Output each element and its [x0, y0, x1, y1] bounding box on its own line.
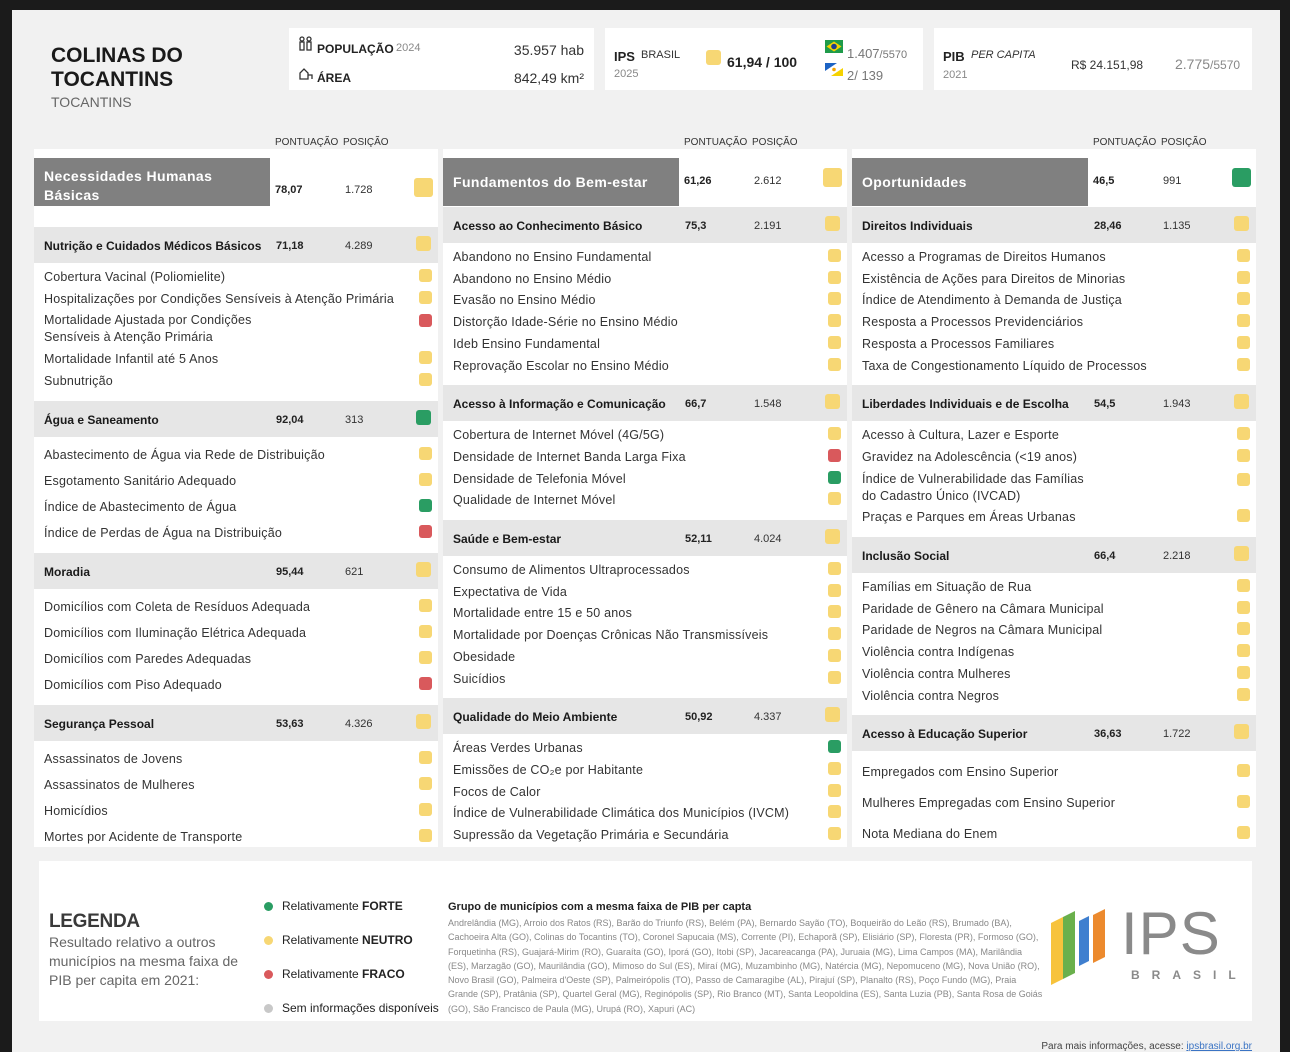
dimension-header [34, 158, 438, 206]
component-score: 95,44 [276, 565, 304, 578]
footer-note: Para mais informações, acesse: ipsbrasil.org.br [1041, 1041, 1252, 1052]
indicator-name: Mortalidade Infantil até 5 Anos [44, 352, 219, 367]
indicator-name: Resposta a Processos Familiares [862, 336, 1055, 351]
indicator-name: Focos de Calor [453, 784, 541, 799]
indicator-name: Densidade de Internet Banda Larga Fixa [453, 449, 686, 464]
indicator-status-indicator [828, 449, 841, 462]
indicator-status-indicator [828, 805, 841, 818]
brazil-flag-icon [825, 40, 843, 58]
indicator-name: Assassinatos de Jovens [44, 751, 183, 766]
indicator-status-indicator [828, 292, 841, 305]
component-position: 4.337 [754, 711, 782, 724]
indicator-status-indicator [1237, 449, 1250, 462]
municipality-state: TOCANTINS [51, 94, 132, 110]
scorecard-sheet [12, 10, 1280, 1052]
indicator-name: Supressão da Vegetação Primária e Secundária [453, 828, 729, 842]
indicator-name: Densidade de Telefonia Móvel [453, 471, 626, 486]
pib-rank: 2.775/5570 [1175, 56, 1241, 72]
col-position-label-2: POSIÇÃO [752, 137, 798, 148]
dimension-panel-fundamentos [443, 149, 847, 847]
component-name: Moradia [44, 564, 91, 579]
indicator-status-indicator [419, 473, 432, 486]
indicator-status-indicator [1237, 314, 1250, 327]
indicator-status-indicator [828, 492, 841, 505]
indicator-status-indicator [828, 627, 841, 640]
dimension-title: Fundamentos do Bem-estar [443, 158, 679, 206]
indicator-status-indicator [1237, 427, 1250, 440]
indicator-status-indicator [419, 373, 432, 386]
indicator-status-indicator [419, 499, 432, 512]
component-position: 313 [345, 413, 364, 426]
component-score: 52,11 [685, 533, 712, 545]
indicator-status-indicator [828, 358, 841, 371]
indicator-name: Taxa de Congestionamento Líquido de Processos [862, 358, 1147, 373]
indicator-name: Empregados com Ensino Superior [862, 765, 1059, 780]
indicator-name: Áreas Verdes Urbanas [453, 741, 583, 756]
component-score: 53,63 [276, 717, 304, 730]
indicator-name: Cobertura de Internet Móvel (4G/5G) [453, 428, 665, 443]
indicator-status-indicator [828, 605, 841, 618]
indicator-name: Famílias em Situação de Rua [862, 580, 1032, 594]
indicator-name: Acesso a Programas de Direitos Humanos [862, 250, 1106, 264]
yellow-dot-icon [264, 936, 273, 945]
pib-box [934, 28, 1252, 90]
indicator-status-indicator [1237, 666, 1250, 679]
component-name: Qualidade do Meio Ambiente [453, 710, 618, 725]
indicator-status-indicator [828, 762, 841, 775]
indicator-name: Distorção Idade-Série no Ensino Médio [453, 315, 678, 330]
component-name: Acesso à Informação e Comunicação [453, 397, 666, 412]
component-position: 2.218 [1163, 550, 1191, 562]
indicator-name: Violência contra Negros [862, 688, 1000, 703]
ips-label: IPS [614, 49, 635, 64]
indicator-name: Emissões de CO₂e por Habitante [453, 762, 644, 777]
indicator-status-indicator [1237, 622, 1250, 635]
component-status-indicator [1234, 724, 1249, 739]
indicator-status-indicator [419, 777, 432, 790]
population-value: 35.957 hab [513, 42, 584, 58]
indicator-status-indicator [828, 427, 841, 440]
component-status-indicator [416, 562, 431, 577]
ips-year: 2025 [614, 68, 639, 80]
col-position-label-3: POSIÇÃO [1161, 137, 1207, 148]
component-status-indicator [1234, 546, 1249, 561]
indicator-name: Mortalidade por Doenças Crônicas Não Transmissíveis [453, 628, 769, 643]
component-status-indicator [416, 714, 431, 729]
indicator-status-indicator [419, 677, 432, 690]
municipality-name: COLINAS DO TOCANTINS [51, 44, 183, 91]
component-score: 92,04 [276, 413, 304, 426]
indicator-status-indicator [1237, 644, 1250, 657]
dimension-score: 61,26 [684, 175, 712, 187]
dimension-score: 78,07 [275, 184, 303, 196]
indicator-status-indicator [419, 803, 432, 816]
component-score: 54,5 [1094, 398, 1116, 411]
component-row [852, 385, 1256, 421]
dimension-header [443, 158, 847, 206]
component-name: Acesso ao Conhecimento Básico [453, 219, 643, 233]
indicator-status-indicator [1237, 579, 1250, 592]
indicator-status-indicator [828, 584, 841, 597]
indicator-status-indicator [1237, 473, 1250, 486]
indicator-status-indicator [419, 351, 432, 364]
indicator-status-indicator [828, 271, 841, 284]
indicator-name: Subnutrição [44, 373, 113, 388]
indicator-name: Domicílios com Iluminação Elétrica Adequada [44, 625, 307, 640]
component-status-indicator [825, 529, 840, 544]
indicator-name: Qualidade de Internet Móvel [453, 493, 616, 508]
ips-score: 61,94 / 100 [727, 54, 798, 70]
component-status-indicator [1234, 394, 1249, 409]
component-name: Inclusão Social [862, 549, 950, 563]
indicator-status-indicator [828, 649, 841, 662]
indicator-status-indicator [419, 829, 432, 842]
component-name: Direitos Individuais [862, 219, 973, 233]
indicator-status-indicator [828, 740, 841, 753]
indicator-status-indicator [828, 336, 841, 349]
indicator-name: Reprovação Escolar no Ensino Médio [453, 358, 669, 373]
indicator-name: Índice de Vulnerabilidade Climática dos Municípios (IVCM) [453, 806, 790, 821]
group-title: Grupo de municípios com a mesma faixa de PIB per capta [448, 901, 752, 913]
ips-score-box [605, 28, 923, 90]
indicator-name: Ideb Ensino Fundamental [453, 336, 601, 351]
component-name: Liberdades Individuais e de Escolha [862, 397, 1069, 412]
component-score: 66,4 [1094, 550, 1116, 562]
component-status-indicator [416, 236, 431, 251]
component-row [34, 553, 438, 589]
indicator-status-indicator [828, 314, 841, 327]
indicator-name: Esgotamento Sanitário Adequado [44, 473, 237, 488]
indicator-status-indicator [828, 249, 841, 262]
component-name: Nutrição e Cuidados Médicos Básicos [44, 239, 262, 253]
indicator-status-indicator [1237, 509, 1250, 522]
component-status-indicator [416, 410, 431, 425]
col-score-label-1: PONTUAÇÃO [275, 137, 339, 148]
indicator-status-indicator [828, 827, 841, 840]
dimension-title: Necessidades Humanas Básicas [34, 158, 270, 206]
component-row [443, 520, 847, 556]
component-score: 66,7 [685, 398, 707, 411]
ips-score-indicator [706, 50, 721, 65]
indicator-name: Mortes por Acidente de Transporte [44, 829, 243, 844]
logo-bars-icon [1049, 899, 1111, 989]
component-position: 1.722 [1163, 728, 1191, 741]
indicator-name: Acesso à Cultura, Lazer e Esporte [862, 428, 1059, 443]
indicator-name: Evasão no Ensino Médio [453, 293, 596, 308]
indicator-status-indicator [1237, 249, 1250, 262]
population-icon [298, 36, 314, 57]
population-year: 2024 [396, 42, 421, 54]
legend-box: LEGENDA Resultado relativo a outros municípios na mesma faixa de PIB per capita em 2021: Relativamente FORTE Relativamente NEUTRO Relativamente FRACO Sem informações disponíveis Grupo de municípios com a mesma faixa de PIB per capta Andrelândia (MG), Arroio dos Ratos (RS), Barão do Triunfo (RS), Belém (PA), Bernardo Sayão (TO), Boqueirão do Leão (RS), Brumado (BA), Cachoeira Alta (GO), Colinas do Tocantins (TO), Coronel Sapucaia (MS), Corrente (PI), Echaporã (SP), Elisiário (SP), Floresta (PR), Formoso (GO), Forquetinha (RS), Guajará-Mirim (RO), Guaraíta (GO), Iporá (GO), Itobi (SP), Jacareacanga (PA), Juruaia (MG), Lima Campos (MA), Marilândia (ES), Marzagão (GO), Maurilândia (GO), Mimoso do Sul (ES), Miraí (MG), Muzambinho (MG), Natércia (MG), Nepomuceno (MG), Nova União (RO), Novo Brasil (GO), Palmeira d'Oeste (SP), Palmeirópolis (TO), Passo de Camaragibe (AL), Pirajuí (SP), Planalto (RS), Poço Fundo (MG), Praia Grande (SP), Pratânia (SP), Quartel Geral (MG), Reginópolis (SP), Rio Branco (MT), Santa Leopoldina (ES), Santa Luzia (PB), Santa Rosa de Goiás (GO), São Francisco de Paula (MG), Urupá (RO), Xapuri (AC) IPS BRASIL [39, 861, 1252, 1021]
component-row [443, 385, 847, 421]
component-position: 1.943 [1163, 398, 1191, 411]
green-dot-icon [264, 902, 273, 911]
indicator-status-indicator [1237, 601, 1250, 614]
indicator-name: Cobertura Vacinal (Poliomielite) [44, 270, 226, 284]
indicator-name: Suicídios [453, 671, 506, 686]
component-name: Água e Saneamento [44, 412, 159, 427]
dimension-score: 46,5 [1093, 175, 1115, 187]
dimension-position: 991 [1163, 175, 1182, 187]
component-score: 71,18 [276, 240, 304, 252]
component-position: 1.135 [1163, 220, 1191, 232]
logo-text: IPS [1121, 900, 1221, 967]
indicator-name: Mulheres Empregadas com Ensino Superior [862, 796, 1116, 811]
area-label: ÁREA [317, 71, 352, 85]
ips-label-brasil: BRASIL [641, 49, 681, 61]
component-status-indicator [1234, 216, 1249, 231]
dimension-panel-necessidades [34, 149, 438, 847]
indicator-name: Domicílios com Coleta de Resíduos Adequada [44, 599, 311, 614]
indicator-status-indicator [1237, 826, 1250, 839]
area-icon [298, 65, 314, 86]
dimension-status-indicator [823, 168, 842, 187]
indicator-status-indicator [419, 525, 432, 538]
component-position: 621 [345, 565, 364, 578]
col-score-label-3: PONTUAÇÃO [1093, 137, 1157, 148]
dimension-status-indicator [414, 178, 433, 197]
indicator-status-indicator [1237, 795, 1250, 808]
ips-brasil-logo [1049, 899, 1249, 989]
indicator-status-indicator [1237, 336, 1250, 349]
indicator-status-indicator [419, 651, 432, 664]
component-name: Segurança Pessoal [44, 716, 155, 731]
component-row [34, 705, 438, 741]
indicator-status-indicator [1237, 358, 1250, 371]
component-row [34, 227, 438, 263]
indicator-name: Índice de Atendimento à Demanda de Justiça [862, 293, 1122, 308]
component-row [443, 698, 847, 734]
dimension-status-indicator [1232, 168, 1251, 187]
indicator-name: Paridade de Negros na Câmara Municipal [862, 623, 1103, 638]
component-position: 4.289 [345, 240, 373, 252]
indicator-name: Índice de Abastecimento de Água [44, 499, 237, 514]
ips-rank-uf: 2/ 139 [847, 68, 884, 83]
ips-rank-br: 1.407/5570 [847, 46, 908, 61]
indicator-name: Domicílios com Piso Adequado [44, 677, 222, 692]
legend-title: LEGENDA [49, 911, 140, 932]
pib-year: 2021 [943, 69, 968, 81]
indicator-name: Índice de Vulnerabilidade das Famílias do Cadastro Único (IVCAD) [862, 471, 1084, 503]
population-area-box [289, 28, 594, 90]
indicator-status-indicator [419, 751, 432, 764]
indicator-name: Domicílios com Paredes Adequadas [44, 651, 252, 666]
component-position: 4.326 [345, 717, 373, 730]
tocantins-flag-icon [825, 63, 843, 81]
indicator-name: Nota Mediana do Enem [862, 827, 998, 842]
indicator-name: Violência contra Indígenas [862, 645, 1015, 660]
component-score: 50,92 [685, 711, 713, 724]
indicator-status-indicator [419, 269, 432, 282]
component-position: 2.191 [754, 220, 782, 232]
area-value: 842,49 km² [513, 70, 584, 86]
indicator-status-indicator [419, 447, 432, 460]
component-position: 1.548 [754, 398, 782, 411]
indicator-status-indicator [419, 314, 432, 327]
indicator-name: Expectativa de Vida [453, 584, 568, 599]
indicator-status-indicator [419, 599, 432, 612]
component-row [852, 537, 1256, 573]
indicator-status-indicator [828, 562, 841, 575]
pib-label: PIB [943, 49, 965, 64]
indicator-name: Obesidade [453, 649, 516, 664]
component-status-indicator [825, 707, 840, 722]
group-municipalities-list: Andrelândia (MG), Arroio dos Ratos (RS), Barão do Triunfo (RS), Belém (PA), Bernardo Sayão (TO), Boqueirão do Leão (RS), Brumado (BA), Cachoeira Alta (GO), Colinas do Tocantins (TO), Coronel Sapucaia (MS), Corrente (PI), Echaporã (SP), Elisiário (SP), Floresta (PR), Formoso (GO), Forquetinha (RS), Guajará-Mirim (RO), Guaraíta (GO), Iporá (GO), Itobi (SP), Jacareacanga (PA), Juruaia (MG), Lima Campos (MA), Marilândia (ES), Marzagão (GO), Maurilândia (GO), Mimoso do Sul (ES), Miraí (MG), Muzambinho (MG), Natércia (MG), Nepomuceno (MG), Nova União (RO), Novo Brasil (GO), Palmeira d'Oeste (SP), Palmeirópolis (TO), Passo de Camaragibe (AL), Pirajuí (SP), Planalto (RS), Poço Fundo (MG), Praia Grande (SP), Pratânia (SP), Quartel Geral (MG), Reginópolis (SP), Rio Branco (MT), Santa Leopoldina (ES), Santa Luzia (PB), Santa Rosa de Goiás (GO), São Francisco de Paula (MG), Urupá (RO), Xapuri (AC) [448, 918, 1043, 1014]
dimension-header [852, 158, 1256, 206]
indicator-name: Índice de Perdas de Água na Distribuição [44, 525, 283, 540]
indicator-status-indicator [1237, 688, 1250, 701]
indicator-name: Hospitalizações por Condições Sensíveis à Atenção Primária [44, 291, 394, 306]
component-score: 75,3 [685, 220, 707, 232]
component-position: 4.024 [754, 533, 782, 545]
indicator-name: Homicídios [44, 803, 108, 818]
indicator-name: Assassinatos de Mulheres [44, 777, 195, 792]
component-row [34, 401, 438, 437]
indicator-name: Mortalidade Ajustada por Condições Sensíveis à Atenção Primária [44, 313, 252, 345]
component-row [852, 207, 1256, 243]
indicator-name: Abastecimento de Água via Rede de Distribuição [44, 447, 325, 462]
indicator-name: Abandono no Ensino Fundamental [453, 250, 652, 264]
indicator-status-indicator [828, 671, 841, 684]
logo-subtext: BRASIL [1131, 968, 1248, 982]
red-dot-icon [264, 970, 273, 979]
component-status-indicator [825, 216, 840, 231]
indicator-name: Praças e Parques em Áreas Urbanas [862, 510, 1076, 525]
component-status-indicator [825, 394, 840, 409]
indicator-status-indicator [1237, 764, 1250, 777]
indicator-name: Consumo de Alimentos Ultraprocessados [453, 563, 690, 577]
component-score: 28,46 [1094, 220, 1122, 232]
component-name: Acesso à Educação Superior [862, 727, 1028, 742]
indicator-status-indicator [828, 784, 841, 797]
indicator-status-indicator [828, 471, 841, 484]
pib-value: R$ 24.151,98 [1071, 58, 1144, 72]
col-position-label-1: POSIÇÃO [343, 137, 389, 148]
population-label: POPULAÇÃO [317, 42, 394, 56]
dimension-position: 1.728 [345, 184, 373, 196]
indicator-status-indicator [1237, 271, 1250, 284]
indicator-name: Existência de Ações para Direitos de Minorias [862, 271, 1126, 286]
footer-link[interactable]: ipsbrasil.org.br [1186, 1041, 1252, 1052]
indicator-status-indicator [1237, 292, 1250, 305]
dimension-panel-oportunidades [852, 149, 1256, 847]
indicator-name: Resposta a Processos Previdenciários [862, 315, 1084, 330]
indicator-status-indicator [419, 291, 432, 304]
col-score-label-2: PONTUAÇÃO [684, 137, 748, 148]
component-row [852, 715, 1256, 751]
dimension-position: 2.612 [754, 175, 782, 187]
indicator-name: Gravidez na Adolescência (<19 anos) [862, 449, 1078, 464]
indicator-name: Mortalidade entre 15 e 50 anos [453, 606, 633, 621]
gray-dot-icon [264, 1004, 273, 1013]
indicator-name: Paridade de Gênero na Câmara Municipal [862, 601, 1104, 616]
indicator-name: Violência contra Mulheres [862, 666, 1011, 681]
component-score: 36,63 [1094, 728, 1122, 741]
indicator-status-indicator [419, 625, 432, 638]
component-row [443, 207, 847, 243]
dimension-title: Oportunidades [852, 158, 1088, 206]
pib-label-per-capita: PER CAPITA [971, 49, 1036, 61]
component-name: Saúde e Bem-estar [453, 532, 562, 546]
legend-description: Resultado relativo a outros municípios na mesma faixa de PIB per capita em 2021: [49, 934, 239, 988]
indicator-name: Abandono no Ensino Médio [453, 271, 612, 286]
